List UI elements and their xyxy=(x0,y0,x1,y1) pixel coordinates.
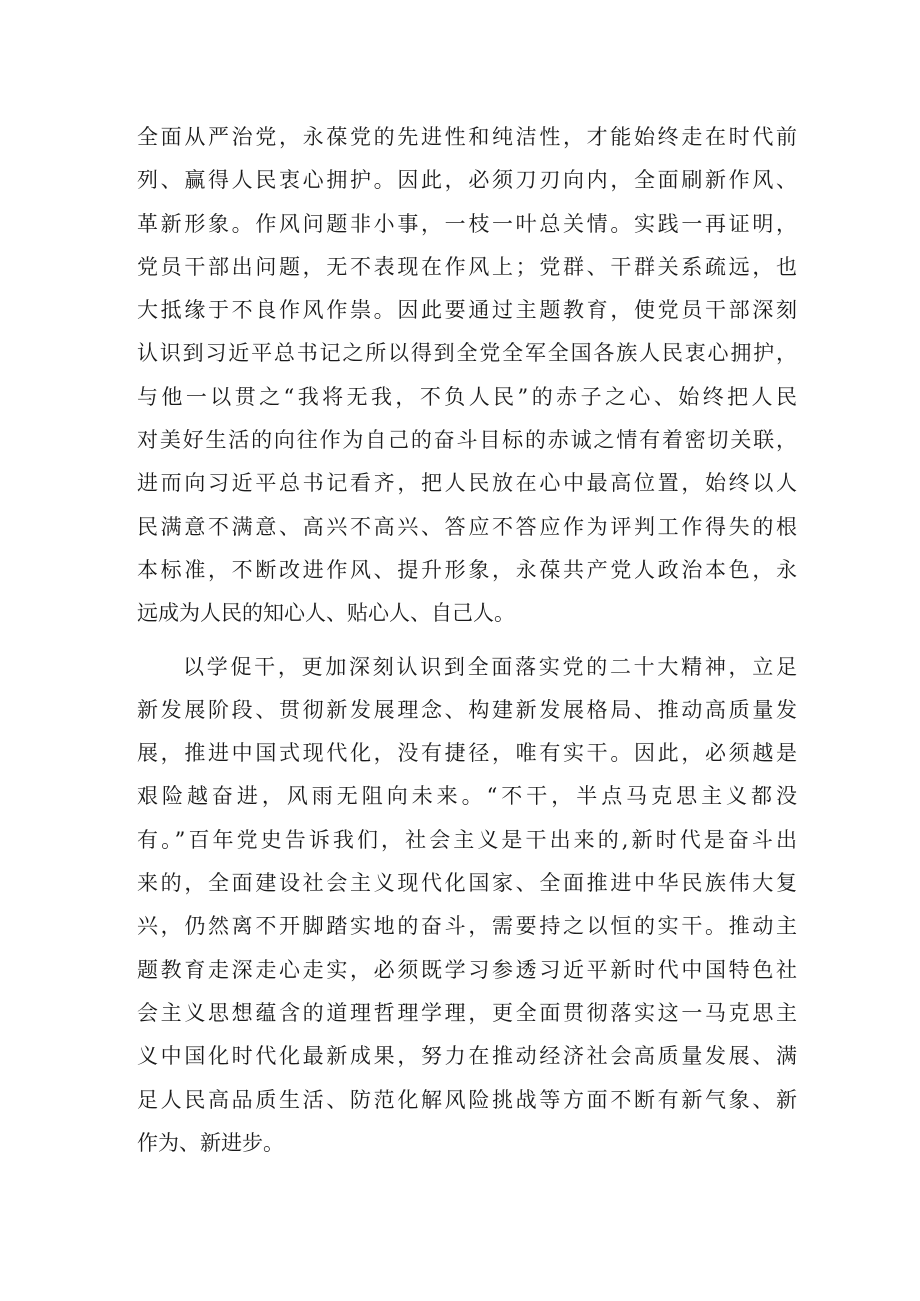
paragraph-line: 列、赢得人民衷心拥护。因此，必须刀刃向内，全面刷新作风、 xyxy=(137,168,797,193)
document-body xyxy=(137,116,797,1165)
paragraph-line: 艰险越奋进，风雨无阻向未来。“不干，半点马克思主义都没 xyxy=(137,784,797,809)
paragraph-line: 义中国化时代化最新成果，努力在推动经济社会高质量发展、满 xyxy=(137,1044,797,1069)
paragraph-line: 革新形象。作风问题非小事，一枝一叶总关情。实践一再证明， xyxy=(137,211,797,236)
paragraph-line: 党员干部出问题，无不表现在作风上；党群、干群关系疏远，也 xyxy=(137,254,797,279)
paragraph-line: 与他一以贯之“我将无我，不负人民”的赤子之心、始终把人民 xyxy=(137,384,797,409)
paragraph-line: 新发展阶段、贯彻新发展理念、构建新发展格局、推动高质量发 xyxy=(137,697,797,722)
paragraph-line: 作为、新进步。 xyxy=(137,1130,284,1155)
paragraph-line: 足人民高品质生活、防范化解风险挑战等方面不断有新气象、新 xyxy=(137,1087,797,1112)
paragraph-line: 有。”百年党史告诉我们，社会主义是干出来的,新时代是奋斗出 xyxy=(137,827,797,852)
paragraph-1 xyxy=(137,116,797,636)
paragraph-spacer xyxy=(137,636,797,646)
paragraph-line: 进而向习近平总书记看齐，把人民放在心中最高位置，始终以人 xyxy=(137,471,797,496)
paragraph-line: 来的，全面建设社会主义现代化国家、全面推进中华民族伟大复 xyxy=(137,871,797,896)
paragraph-2 xyxy=(137,646,797,1166)
paragraph-line: 以学促干，更加深刻认识到全面落实党的二十大精神，立足 xyxy=(183,654,797,679)
paragraph-line: 民满意不满意、高兴不高兴、答应不答应作为评判工作得失的根 xyxy=(137,514,797,539)
paragraph-line: 会主义思想蕴含的道理哲理学理，更全面贯彻落实这一马克思主 xyxy=(137,1000,797,1025)
paragraph-line: 题教育走深走心走实，必须既学习参透习近平新时代中国特色社 xyxy=(137,957,797,982)
paragraph-line: 认识到习近平总书记之所以得到全党全军全国各族人民衷心拥护， xyxy=(137,341,797,366)
paragraph-line: 兴，仍然离不开脚踏实地的奋斗，需要持之以恒的实干。推动主 xyxy=(137,914,797,939)
paragraph-line: 对美好生活的向往作为自己的奋斗目标的赤诚之情有着密切关联， xyxy=(137,428,797,453)
paragraph-line: 本标准，不断改进作风、提升形象，永葆共产党人政治本色，永 xyxy=(137,557,797,582)
paragraph-line: 大抵缘于不良作风作祟。因此要通过主题教育，使党员干部深刻 xyxy=(137,298,797,323)
paragraph-line: 展，推进中国式现代化，没有捷径，唯有实干。因此，必须越是 xyxy=(137,741,797,766)
paragraph-line: 远成为人民的知心人、贴心人、自己人。 xyxy=(137,601,515,626)
paragraph-line: 全面从严治党，永葆党的先进性和纯洁性，才能始终走在时代前 xyxy=(137,125,797,149)
